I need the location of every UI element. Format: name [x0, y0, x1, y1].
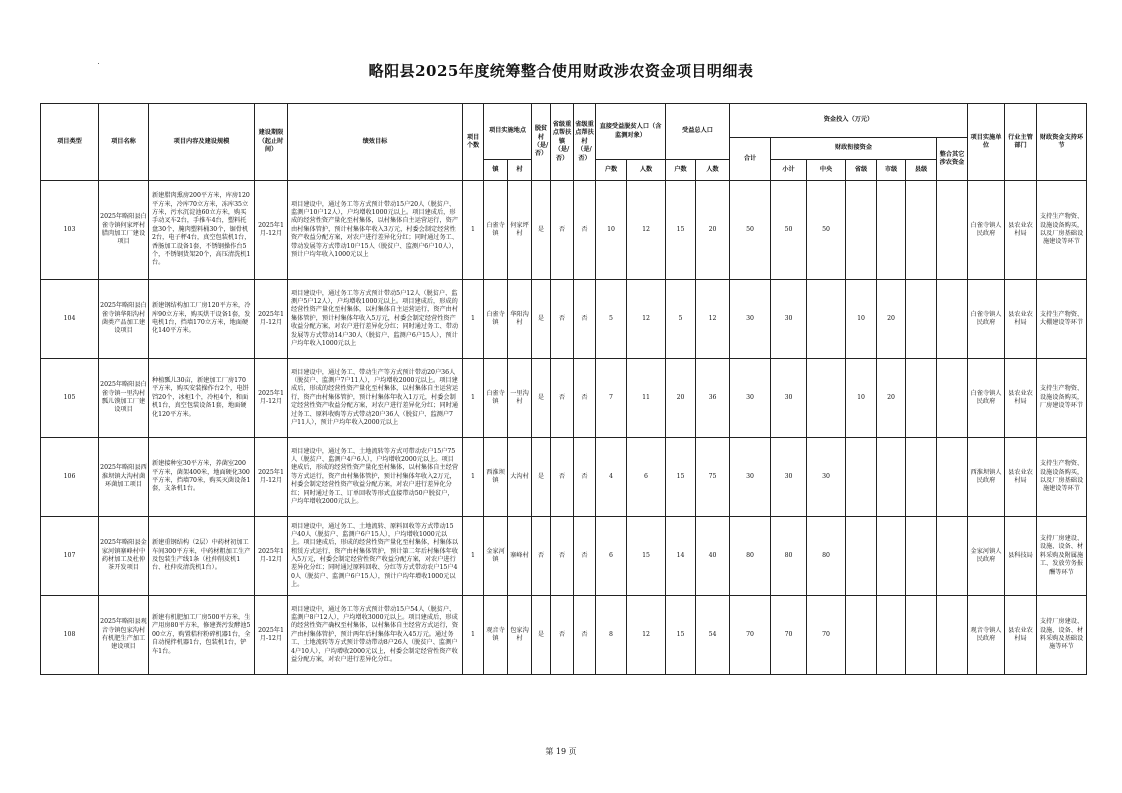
- supervising-dept: 县农业农村局: [1005, 181, 1037, 280]
- total-households: 20: [666, 359, 696, 438]
- funds-other: [937, 596, 968, 675]
- header-support: 财政资金支持环节: [1037, 104, 1087, 181]
- key-village-flag: 否: [574, 438, 596, 517]
- project-count: 1: [463, 438, 484, 517]
- location-village: 包家沟村: [508, 596, 532, 675]
- header-subtotal: 小计: [771, 160, 807, 181]
- location-town: 白雀寺镇: [484, 181, 508, 280]
- page-number: 第 19 页: [545, 747, 577, 756]
- supervising-dept: 县科技局: [1005, 517, 1037, 596]
- funds-city: [877, 517, 906, 596]
- performance-goal: 项目建设中，通过务工等方式预计带动15户20人（脱贫户、监测户10户12人），户均增收1000元以上。项目建成后，形成的经营性资产量化至村集体，以村集体自主运营运行，资产由村集体管护，预计村集体年收入3万元，村委会制定经营性资产收益分配方案，对农户进行差异化分红；同时通过务工、带动发展等方式带动10户15人（脱贫户、监测户6户10人），预计户均年收入1000元以上: [288, 181, 463, 280]
- header-unit: 项目实施单位: [968, 104, 1005, 181]
- funds-other: [937, 438, 968, 517]
- table-row: [41, 359, 1087, 438]
- funds-other: [937, 359, 968, 438]
- direct-households: 5: [596, 280, 627, 359]
- header-provincial: 省级: [846, 160, 877, 181]
- project-content: 新建腊肉熏房200平方米，库房120平方米，冷库70立方米，冻库35立方米，污水沉淀池60立方米，购买手动叉车2台，手推车4台，塑料托盘30个，腌肉塑料桶30个，锯骨机2台，电子秤4台，真空包装机1台，香肠加工设备1套，不锈钢操作台5个，不锈钢货架20个，高压清洗机1台。: [149, 181, 255, 280]
- project-count: 1: [463, 596, 484, 675]
- header-total-people: 人数: [696, 160, 730, 181]
- project-period: 2025年1月-12月: [255, 359, 288, 438]
- total-households: 5: [666, 280, 696, 359]
- funds-central: [807, 280, 846, 359]
- project-type: 106: [41, 438, 99, 517]
- funds-city: [877, 596, 906, 675]
- location-town: 白雀寺镇: [484, 359, 508, 438]
- performance-goal: 项目建设中，通过务工等方式预计带动15户54人（脱贫户、监测户8户12人），户均增收3000元以上。项目建成后，形成的经营性资产确权至村集体，以村集体自主经营方式运行，资产由村集体管护，预计两年后村集体年收入45万元。通过务工、土地流转等方式预计带动带动8户26人（脱贫户、监测户4户10人），户均增收2000元以上，村委会制定经营性资产收益分配方案，对农户进行差异化分红。: [288, 596, 463, 675]
- funds-county: [906, 596, 937, 675]
- key-village-flag: 否: [574, 359, 596, 438]
- support-stage: 支持厂房建设、设施、设备、材料采购及附属施工、发放劳务报酬等环节: [1037, 517, 1087, 596]
- key-town-flag: 否: [551, 181, 574, 280]
- project-count: 1: [463, 280, 484, 359]
- project-period: 2025年1月-12月: [255, 280, 288, 359]
- table-row: [41, 517, 1087, 596]
- location-village: 一里沟村: [508, 359, 532, 438]
- funds-other: [937, 181, 968, 280]
- support-stage: 支持生产物资、设施设备购买，以及厂房基础设施建设等环节: [1037, 181, 1087, 280]
- funds-city: 20: [877, 280, 906, 359]
- key-town-flag: 否: [551, 438, 574, 517]
- funds-county: [906, 181, 937, 280]
- header-poor-village: 脱贫村（是/否）: [532, 104, 551, 181]
- total-people: 54: [696, 596, 730, 675]
- funds-subtotal: 30: [771, 280, 807, 359]
- project-type: 108: [41, 596, 99, 675]
- key-village-flag: 否: [574, 517, 596, 596]
- location-town: 白雀寺镇: [484, 280, 508, 359]
- funds-provincial: [846, 596, 877, 675]
- header-goal: 绩效目标: [288, 104, 463, 181]
- poor-village-flag: 是: [532, 181, 551, 280]
- header-direct-people: 人数: [627, 160, 666, 181]
- project-content: 种植瓢儿30亩，新建加工厂房170平方米，购买安装操作台2个，电饼铛20个，冰柜1个，冷柜4个，和面机1台，真空包装设备1套，地面硬化120平方米。: [149, 359, 255, 438]
- funds-total: 30: [730, 438, 771, 517]
- direct-people: 6: [627, 438, 666, 517]
- header-total-benefit: 受益总人口: [666, 104, 730, 160]
- implementing-unit: 西淮坝镇人民政府: [968, 438, 1005, 517]
- project-period: 2025年1月-12月: [255, 596, 288, 675]
- funds-subtotal: 50: [771, 181, 807, 280]
- project-type: 107: [41, 517, 99, 596]
- poor-village-flag: 是: [532, 359, 551, 438]
- performance-goal: 项目建设中，通过务工、土地流转等方式可带动农户15户75人（脱贫户、监测户4户6人），户均增收2000元以上。项目建成后，形成的经营性资产量化至村集体，以村集体自主经营等方式运行，资产由村集体管护，预计村集体年收入2万元，村委会制定经营性资产收益分配方案，对农户进行差异化分红；同时通过务工、订单回收等形式直接带动50户脱贫户，户均年增收2000元以上。: [288, 438, 463, 517]
- key-village-flag: 否: [574, 181, 596, 280]
- header-type: 项目类型: [41, 104, 99, 181]
- project-content: 新建钢结构加工厂房120平方米，冷库90立方米，购买烘干设备1套，发电机1台，挡墙170立方米，地面硬化140平方米。: [149, 280, 255, 359]
- key-village-flag: 否: [574, 596, 596, 675]
- header-direct-households: 户数: [596, 160, 627, 181]
- funds-central: [807, 359, 846, 438]
- project-content: 新建有机肥加工厂房500平方米，生产用房80平方米，修建粪污发酵池500立方，购置秸秆粉碎机器1台，全自动搅拌机器1台，包装机1台，铲车1台。: [149, 596, 255, 675]
- funds-provincial: [846, 438, 877, 517]
- project-count: 1: [463, 359, 484, 438]
- header-key-town: 省级重点帮扶镇（是/否）: [551, 104, 574, 181]
- project-name: 2025年略阳县白雀寺镇华阳沟村菌类产品加工建设项目: [99, 280, 149, 359]
- total-households: 15: [666, 596, 696, 675]
- table-row: [41, 596, 1087, 675]
- supervising-dept: 县农业农村局: [1005, 596, 1037, 675]
- header-linkage: 财政衔接资金: [771, 138, 937, 160]
- key-town-flag: 否: [551, 517, 574, 596]
- funds-central: 50: [807, 181, 846, 280]
- project-name: 2025年略阳县白雀寺镇一里沟村瓢儿馍加工厂建设项目: [99, 359, 149, 438]
- header-village: 村: [508, 160, 532, 181]
- funds-total: 30: [730, 359, 771, 438]
- total-people: 40: [696, 517, 730, 596]
- key-village-flag: 否: [574, 280, 596, 359]
- poor-village-flag: 是: [532, 596, 551, 675]
- project-content: 新建接种室30平方米，养菌室200平方米，菌架400米，地面硬化300平方米，挡墙70米，购买灭菌设备1套，支条机1台。: [149, 438, 255, 517]
- funds-other: [937, 517, 968, 596]
- header-direct-benefit: 直接受益脱贫人口（含监测对象）: [596, 104, 666, 160]
- table-row: [41, 181, 1087, 280]
- project-name: 2025年略阳县观音寺镇包家沟村有机肥生产加工建设项目: [99, 596, 149, 675]
- implementing-unit: 金家河镇人民政府: [968, 517, 1005, 596]
- header-county: 县级: [906, 160, 937, 181]
- project-type: 104: [41, 280, 99, 359]
- location-town: 西淮坝镇: [484, 438, 508, 517]
- performance-goal: 项目建设中，通过务工、土地流转、原料回收等方式带动15户40人（脱贫户、监测户6户15人），户均增收1000元以上。项目建成后，形成的经营性资产量化至村集体，村集体以租赁方式运行，资产由村集体管护，预计第二年后村集体年收入5万元，村委会制定经营性资产收益分配方案，对农户进行差异化分红；同时通过原料回收、分红等方式带动农户15户40人（脱贫户、监测户6户15人），预计户均年增收1000元以上。: [288, 517, 463, 596]
- poor-village-flag: 是: [532, 280, 551, 359]
- project-period: 2025年1月-12月: [255, 181, 288, 280]
- implementing-unit: 观音寺镇人民政府: [968, 596, 1005, 675]
- supervising-dept: 县农业农村局: [1005, 438, 1037, 517]
- funds-subtotal: 30: [771, 359, 807, 438]
- funds-subtotal: 80: [771, 517, 807, 596]
- performance-goal: 项目建设中，通过务工等方式预计带动5户12人（脱贫户、监测户5户12人），户均增收1000元以上。项目建成后，形成的经营性资产量化至村集体，以村集体自主运营运行，资产由村集体管护，预计村集体年收入5万元，村委会制定经营性资产收益分配方案，对农户进行差异化分红；同时通过务工、带动发展等方式带动14户30人（脱贫户、监测户6户15人），预计户均年收入1000元以上: [288, 280, 463, 359]
- header-name: 项目名称: [99, 104, 149, 181]
- direct-people: 11: [627, 359, 666, 438]
- funds-county: [906, 280, 937, 359]
- location-village: 大沟村: [508, 438, 532, 517]
- table-body: [41, 181, 1087, 675]
- page-title: 略阳县2025年度统筹整合使用财政涉农资金项目明细表: [368, 62, 754, 80]
- project-period: 2025年1月-12月: [255, 517, 288, 596]
- direct-people: 12: [627, 596, 666, 675]
- location-village: 华阳沟村: [508, 280, 532, 359]
- supervising-dept: 县农业农村局: [1005, 280, 1037, 359]
- direct-households: 8: [596, 596, 627, 675]
- implementing-unit: 白雀寺镇人民政府: [968, 280, 1005, 359]
- direct-households: 10: [596, 181, 627, 280]
- funds-county: [906, 359, 937, 438]
- direct-people: 15: [627, 517, 666, 596]
- funds-other: [937, 280, 968, 359]
- direct-people: 12: [627, 181, 666, 280]
- supervising-dept: 县农业农村局: [1005, 359, 1037, 438]
- location-village: 何家坪村: [508, 181, 532, 280]
- funds-provincial: [846, 517, 877, 596]
- header-central: 中央: [807, 160, 846, 181]
- direct-people: 12: [627, 280, 666, 359]
- funds-total: 50: [730, 181, 771, 280]
- support-stage: 支持生产物资、大棚建设等环节: [1037, 280, 1087, 359]
- funds-county: [906, 438, 937, 517]
- implementing-unit: 白雀寺镇人民政府: [968, 359, 1005, 438]
- funds-total: 30: [730, 280, 771, 359]
- header-total: 合计: [730, 138, 771, 181]
- funds-city: 20: [877, 359, 906, 438]
- project-count: 1: [463, 517, 484, 596]
- project-period: 2025年1月-12月: [255, 438, 288, 517]
- project-name: 2025年略阳县白雀寺镇何家坪村腊肉加工厂建设项目: [99, 181, 149, 280]
- header-key-village: 省级重点帮扶村（是/否）: [574, 104, 596, 181]
- header-period: 建设期限（起止时间）: [255, 104, 288, 181]
- funds-total: 70: [730, 596, 771, 675]
- total-households: 14: [666, 517, 696, 596]
- header-town: 镇: [484, 160, 508, 181]
- header-other: 整合其它涉农资金: [937, 138, 968, 181]
- key-town-flag: 否: [551, 280, 574, 359]
- support-stage: 支持厂房建设、设施、设备、材料采购及基础设施等环节: [1037, 596, 1087, 675]
- total-people: 75: [696, 438, 730, 517]
- total-households: 15: [666, 181, 696, 280]
- funds-subtotal: 70: [771, 596, 807, 675]
- location-town: 金家河镇: [484, 517, 508, 596]
- direct-households: 4: [596, 438, 627, 517]
- project-name: 2025年略阳县金家河镇寨峰村中药材加工及杜仲茶开发项目: [99, 517, 149, 596]
- header-city: 市级: [877, 160, 906, 181]
- performance-goal: 项目建设中，通过务工、带动生产等方式预计带动20户36人（脱贫户、监测户7户11人），户均增收2000元以上。项目建成后，形成的经营性资产量化至村集体，以村集体自主运营运行，资产由村集体管护，预计村集体年收入1万元，村委会制定经营性资产收益分配方案，对农户进行差异化分红；同时通过务工、原料收购等方式带动20户36人（脱贫户、监测户7户11人），预计户均年收入2000元以上: [288, 359, 463, 438]
- direct-households: 6: [596, 517, 627, 596]
- support-stage: 支持生产物资、设施设备购买，厂房建设等环节: [1037, 359, 1087, 438]
- funds-county: [906, 517, 937, 596]
- funds-provincial: 10: [846, 280, 877, 359]
- table-row: [41, 438, 1087, 517]
- funds-central: 80: [807, 517, 846, 596]
- header-location: 项目实施地点: [484, 104, 532, 160]
- total-households: 15: [666, 438, 696, 517]
- poor-village-flag: 否: [532, 517, 551, 596]
- key-town-flag: 否: [551, 359, 574, 438]
- funds-provincial: 10: [846, 359, 877, 438]
- project-type: 105: [41, 359, 99, 438]
- funds-total: 80: [730, 517, 771, 596]
- project-type: 103: [41, 181, 99, 280]
- funds-city: [877, 181, 906, 280]
- header-dept: 行业主管部门: [1005, 104, 1037, 181]
- total-people: 36: [696, 359, 730, 438]
- project-content: 新建重钢结构（2层）中药材初加工车间300平方米，中药材粗加工生产及包装生产线1条（杜仲削皮机1台、杜仲皮清洗机1台）。: [149, 517, 255, 596]
- table-header: [41, 104, 1087, 181]
- location-town: 观音寺镇: [484, 596, 508, 675]
- direct-households: 7: [596, 359, 627, 438]
- header-content: 项目内容及建设规模: [149, 104, 255, 181]
- poor-village-flag: 是: [532, 438, 551, 517]
- funds-central: 70: [807, 596, 846, 675]
- project-count: 1: [463, 181, 484, 280]
- funds-provincial: [846, 181, 877, 280]
- key-town-flag: 否: [551, 596, 574, 675]
- header-count: 项目个数: [463, 104, 484, 181]
- project-detail-table: [40, 103, 1087, 675]
- implementing-unit: 白雀寺镇人民政府: [968, 181, 1005, 280]
- header-total-households: 户数: [666, 160, 696, 181]
- funds-central: 30: [807, 438, 846, 517]
- total-people: 12: [696, 280, 730, 359]
- project-name: 2025年略阳县西淮坝镇大沟村菌环菌加工项目: [99, 438, 149, 517]
- total-people: 20: [696, 181, 730, 280]
- funds-city: [877, 438, 906, 517]
- support-stage: 支持生产物资、设施设备购买，以及厂房基础设施建设等环节: [1037, 438, 1087, 517]
- location-village: 寨峰村: [508, 517, 532, 596]
- header-funds: 资金投入（万元）: [730, 104, 968, 138]
- table-row: [41, 280, 1087, 359]
- funds-subtotal: 30: [771, 438, 807, 517]
